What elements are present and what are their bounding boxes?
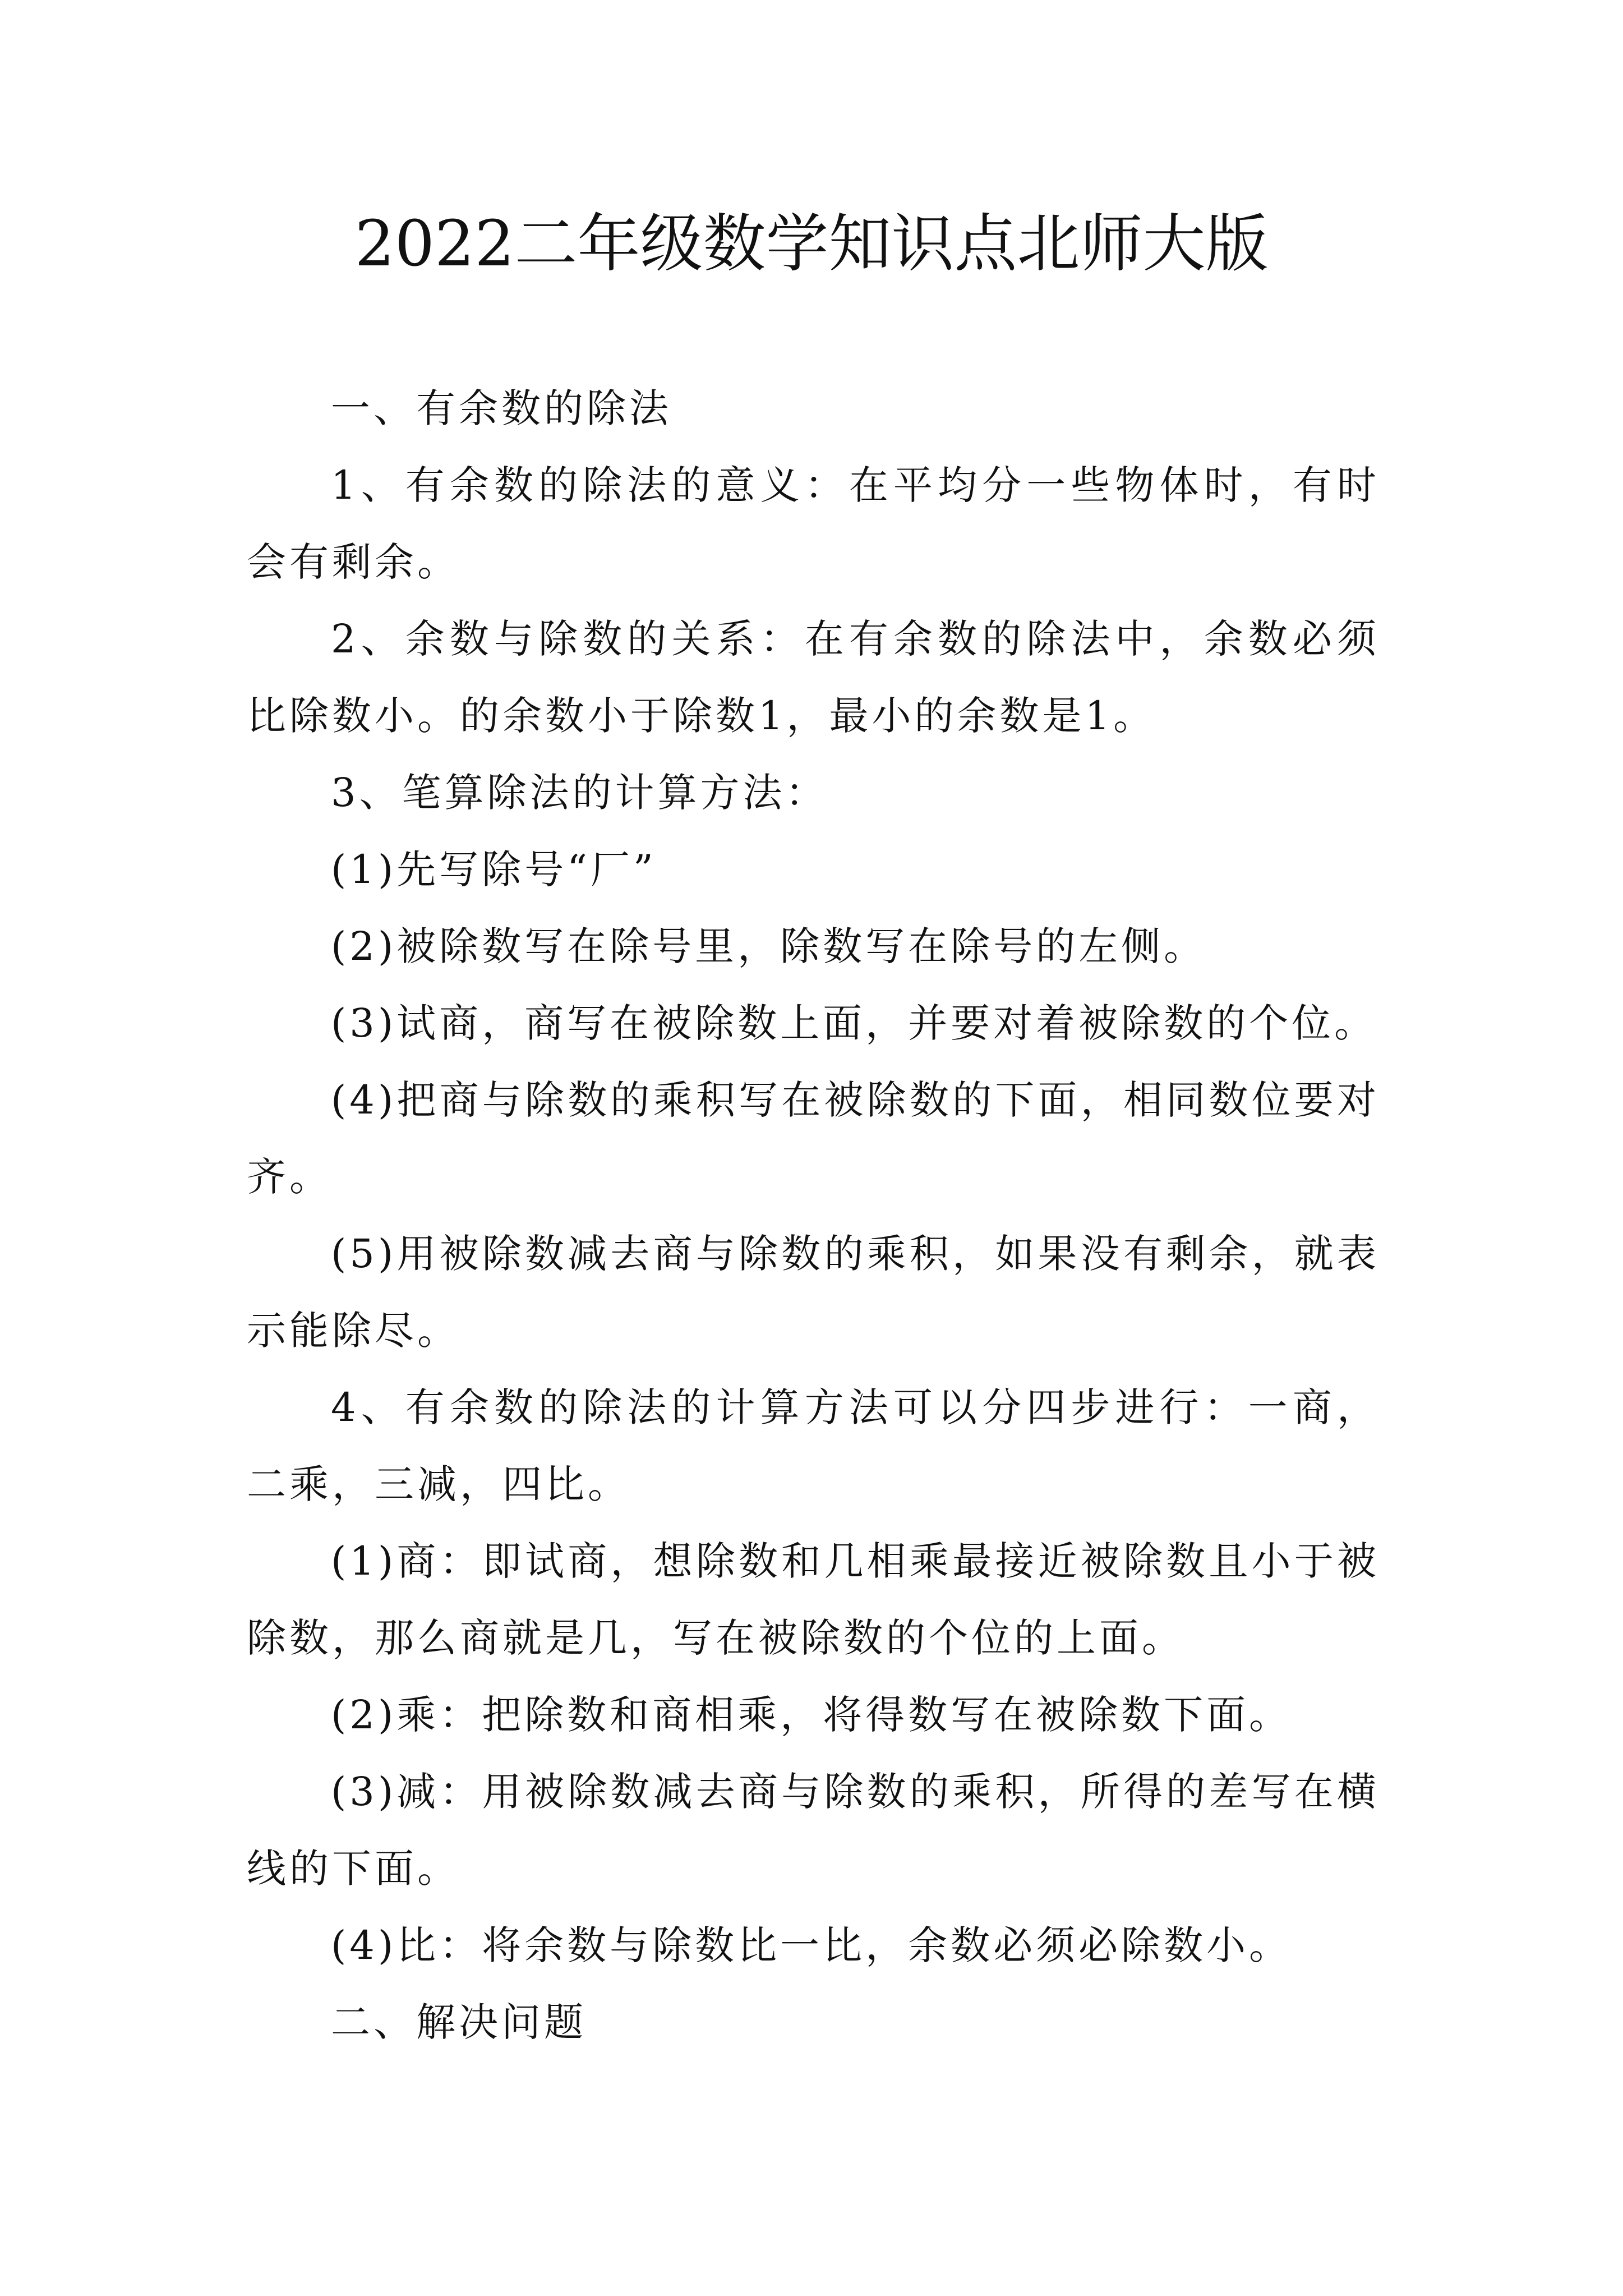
section-heading-division-with-remainder: 一、有余数的除法	[331, 385, 672, 431]
list-item-step-5: (5)用被除数减去商与除数的乘积，如果没有剩余，就表示能除尽。	[247, 1231, 1380, 1354]
section-heading-problem-solving: 二、解决问题	[331, 1999, 587, 2045]
list-item-multiply: (2)乘：把除数和商相乘，将得数写在被除数下面。	[331, 1692, 1292, 1738]
paragraph-written-division-method: 3、笔算除法的计算方法：	[331, 770, 828, 816]
document-title: 2022二年级数学知识点北师大版	[354, 208, 1269, 280]
list-item-subtract: (3)减：用被除数减去商与除数的乘积，所得的差写在横线的下面。	[247, 1769, 1380, 1892]
list-item-step-2: (2)被除数写在除号里，除数写在除号的左侧。	[331, 923, 1207, 969]
list-item-step-4: (4)把商与除数的乘积写在被除数的下面，相同数位要对齐。	[247, 1077, 1380, 1200]
document-body	[247, 370, 1380, 2061]
list-item-step-3: (3)试商，商写在被除数上面，并要对着被除数的个位。	[331, 1000, 1377, 1046]
paragraph-four-steps: 4、有余数的除法的计算方法可以分四步进行：一商，二乘，三减，四比。	[247, 1384, 1380, 1507]
list-item-quotient: (1)商：即试商，想除数和几相乘最接近被除数且小于被除数，那么商就是几，写在被除数的个位的上面。	[247, 1538, 1380, 1661]
list-item-compare: (4)比：将余数与除数比一比，余数必须必除数小。	[331, 1922, 1292, 1968]
paragraph-remainder-divisor-relation: 2、余数与除数的关系：在有余数的除法中，余数必须比除数小。的余数小于除数1，最小的余数是1。	[247, 616, 1380, 739]
list-item-step-1: (1)先写除号“厂”	[331, 846, 657, 892]
paragraph-meaning: 1、有余数的除法的意义：在平均分一些物体时，有时会有剩余。	[247, 462, 1380, 585]
